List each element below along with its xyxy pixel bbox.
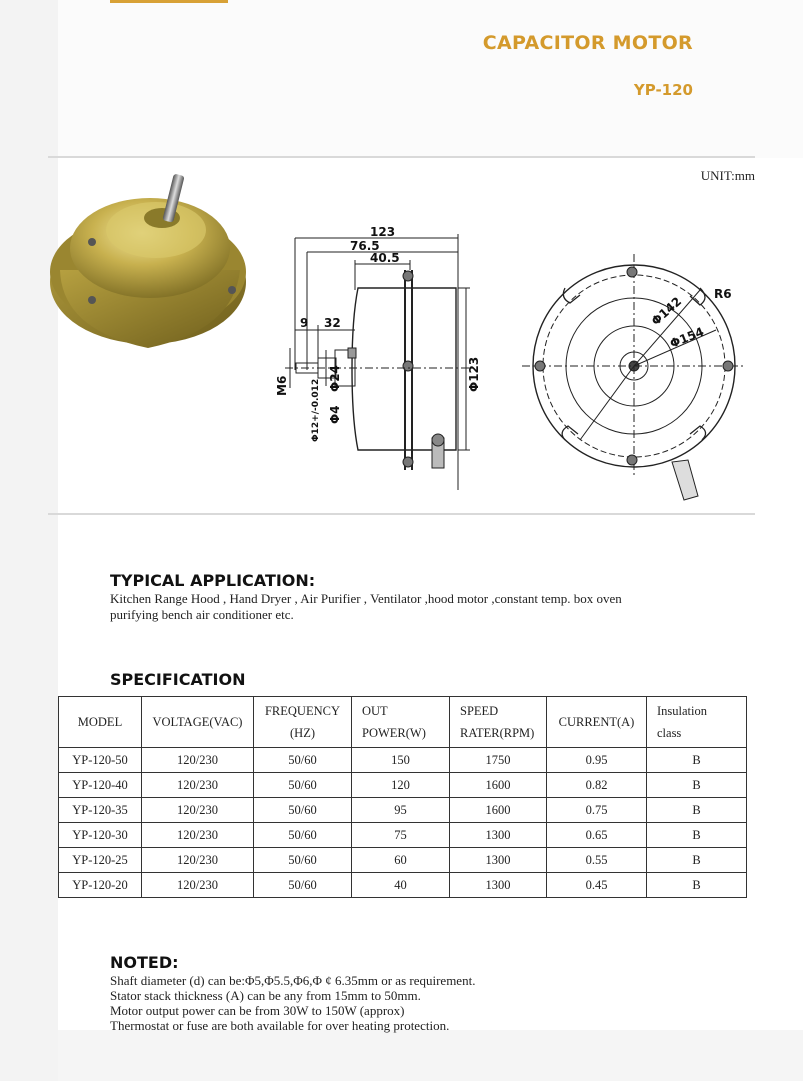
unit-label: UNIT:mm [700, 168, 755, 183]
header-out-power: OUT POWER(W) [352, 697, 450, 748]
specification-table [58, 696, 747, 898]
dim-9: 9 [300, 316, 309, 330]
cell-insulation: B [647, 873, 747, 898]
cell-voltage: 120/230 [142, 798, 254, 823]
cell-model: YP-120-50 [59, 748, 142, 773]
header-model: MODEL [59, 697, 142, 748]
cell-power: 120 [352, 773, 450, 798]
document-title: CAPACITOR MOTOR [482, 32, 693, 54]
cell-frequency: 50/60 [254, 798, 352, 823]
cell-frequency: 50/60 [254, 848, 352, 873]
cell-speed: 1600 [450, 773, 547, 798]
cell-frequency: 50/60 [254, 873, 352, 898]
header-frequency: FREQUENCY (HZ) [254, 697, 352, 748]
cell-model: YP-120-35 [59, 798, 142, 823]
divider-top [48, 156, 755, 158]
cell-current: 0.45 [547, 873, 647, 898]
header-shade [58, 0, 803, 158]
table-row [59, 823, 747, 848]
dim-m6: M6 [275, 375, 289, 396]
front-view-drawing [522, 254, 746, 500]
note-line: Stator stack thickness (A) can be any from 15mm to 50mm. [110, 988, 421, 1003]
motor-photo [50, 174, 246, 348]
cell-current: 0.55 [547, 848, 647, 873]
dim-phi123: Φ123 [467, 356, 481, 392]
table-row [59, 748, 747, 773]
dim-r6: R6 [714, 287, 732, 301]
dim-76-5: 76.5 [350, 239, 380, 253]
cell-voltage: 120/230 [142, 748, 254, 773]
application-heading: TYPICAL APPLICATION: [110, 571, 316, 590]
note-line: Shaft diameter (d) can be:Φ5,Φ5.5,Φ6,Φ ¢ 6.35mm or as requirement. [110, 973, 476, 988]
cell-model: YP-120-30 [59, 823, 142, 848]
cell-power: 95 [352, 798, 450, 823]
cell-power: 60 [352, 848, 450, 873]
divider-middle [48, 513, 755, 515]
cell-insulation: B [647, 823, 747, 848]
dim-phi142: Φ142 [648, 294, 685, 329]
dim-phi154: Φ154 [667, 324, 706, 351]
application-line: Kitchen Range Hood , Hand Dryer , Air Purifier , Ventilator ,hood motor ,constant temp. box oven [110, 591, 622, 606]
dim-40-5: 40.5 [370, 251, 400, 265]
notes-heading: NOTED: [110, 953, 179, 972]
cell-frequency: 50/60 [254, 773, 352, 798]
dim-phi12: Φ12+/-0.012 [311, 378, 321, 442]
cell-speed: 1300 [450, 873, 547, 898]
header-voltage: VOLTAGE(VAC) [142, 697, 254, 748]
cell-voltage: 120/230 [142, 773, 254, 798]
note-line: Motor output power can be from 30W to 150W (approx) [110, 1003, 405, 1018]
cell-current: 0.95 [547, 748, 647, 773]
dim-123: 123 [370, 225, 396, 239]
side-view-drawing [285, 234, 470, 490]
cell-insulation: B [647, 848, 747, 873]
header-insulation: Insulation class [647, 697, 747, 748]
dim-32: 32 [324, 316, 341, 330]
cell-speed: 1300 [450, 823, 547, 848]
cell-insulation: B [647, 748, 747, 773]
cell-voltage: 120/230 [142, 823, 254, 848]
table-row [59, 773, 747, 798]
cell-insulation: B [647, 773, 747, 798]
table-row [59, 798, 747, 823]
cell-voltage: 120/230 [142, 848, 254, 873]
cell-model: YP-120-20 [59, 873, 142, 898]
cell-voltage: 120/230 [142, 873, 254, 898]
cell-speed: 1750 [450, 748, 547, 773]
motor-drawings [0, 170, 803, 510]
cell-current: 0.65 [547, 823, 647, 848]
table-header-row [59, 697, 747, 748]
dim-phi4: Φ4 [328, 405, 342, 424]
model-number: YP-120 [633, 81, 693, 99]
specification-heading: SPECIFICATION [110, 670, 246, 689]
header-speed: SPEED RATER(RPM) [450, 697, 547, 748]
cell-power: 75 [352, 823, 450, 848]
header-current: CURRENT(A) [547, 697, 647, 748]
notes-list [110, 973, 770, 1033]
application-line: purifying bench air conditioner etc. [110, 607, 294, 622]
cell-frequency: 50/60 [254, 823, 352, 848]
cell-model: YP-120-40 [59, 773, 142, 798]
page-margin-shade [0, 0, 58, 1081]
cell-speed: 1600 [450, 798, 547, 823]
cell-current: 0.82 [547, 773, 647, 798]
cell-model: YP-120-25 [59, 848, 142, 873]
application-text [110, 591, 750, 623]
cell-insulation: B [647, 798, 747, 823]
top-accent-bar [110, 0, 228, 3]
cell-speed: 1300 [450, 848, 547, 873]
cell-power: 40 [352, 873, 450, 898]
table-row [59, 848, 747, 873]
note-line: Thermostat or fuse are both available for over heating protection. [110, 1018, 450, 1033]
dim-phi24: Φ24 [328, 365, 342, 392]
cell-power: 150 [352, 748, 450, 773]
cell-frequency: 50/60 [254, 748, 352, 773]
cell-current: 0.75 [547, 798, 647, 823]
footer-shade [58, 1030, 803, 1081]
table-row [59, 873, 747, 898]
